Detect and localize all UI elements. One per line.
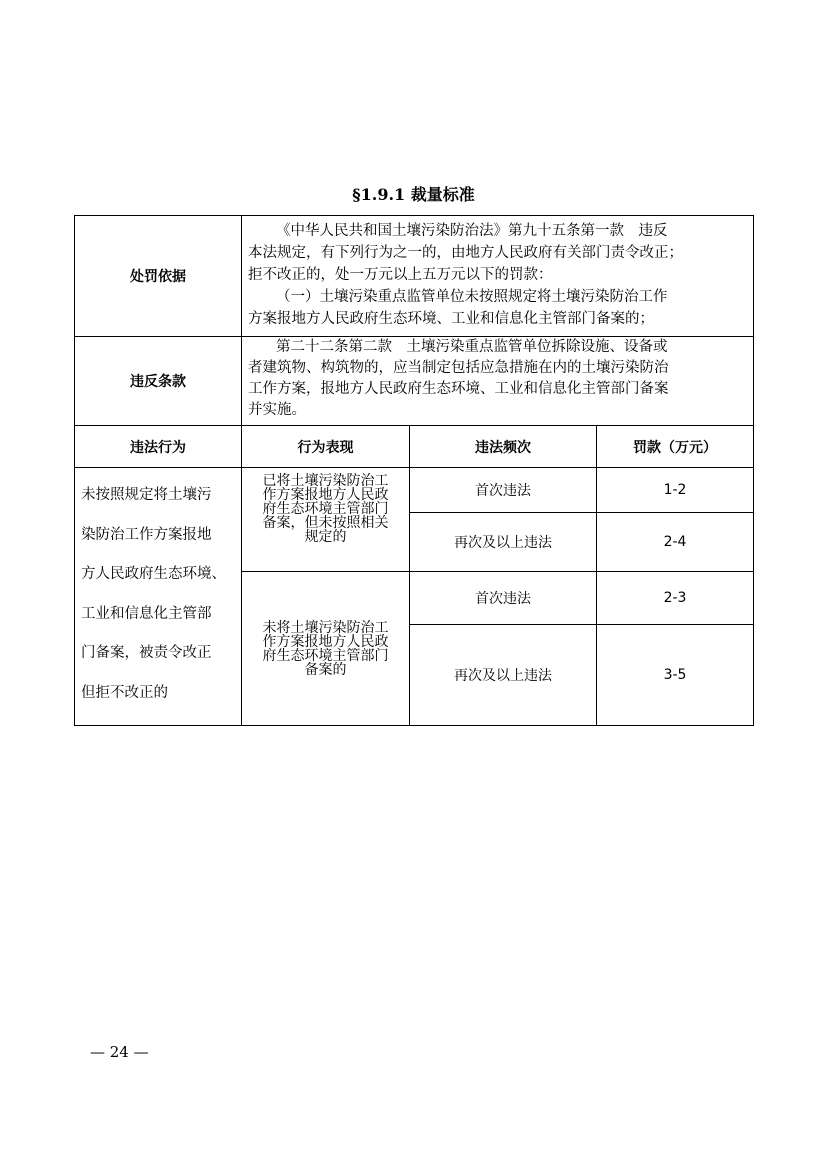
violated-line: 工作方案，报地方人民政府生态环境、工业和信息化主管部门备案 (248, 381, 669, 397)
basis-line: （一）土壤污染重点监管单位未按照规定将土壤污染防治工作 (276, 289, 668, 305)
behavior-line: 未按照规定将土壤污 (81, 487, 212, 503)
behavior-line: 染防治工作方案报地 (81, 526, 212, 543)
manifest-line: 规定的 (304, 529, 347, 545)
frequency-cell: 再次及以上违法 (409, 624, 597, 726)
page-number: — 24 — (90, 1043, 149, 1061)
behavior-line: 工业和信息化主管部 (81, 605, 212, 622)
behavior-line: 但拒不改正的 (81, 684, 168, 701)
basis-line: 本法规定，有下列行为之一的，由地方人民政府有关部门责令改正； (248, 245, 683, 261)
manifest-line: 府生态环境主管部门 (262, 501, 389, 517)
fine-cell: 2-3 (596, 571, 754, 625)
header-frequency: 违法频次 (409, 425, 597, 468)
fine-cell: 2-4 (596, 512, 754, 572)
behavior-line: 方人民政府生态环境、 (81, 566, 226, 582)
basis-line: 拒不改正的，处一万元以上五万元以下的罚款： (248, 267, 553, 283)
manifest-cell (241, 571, 410, 726)
manifest-line: 府生态环境主管部门 (262, 647, 389, 664)
basis-line: 方案报地方人民政府生态环境、工业和信息化主管部门备案的； (248, 311, 654, 327)
violated-text (241, 336, 754, 426)
manifest-line: 作方案报地方人民政 (262, 633, 389, 650)
basis-line: 《中华人民共和国土壤污染防治法》第九十五条第一款 违反 (276, 223, 668, 239)
manifest-line: 已将土壤污染防治工 (262, 473, 389, 489)
manifest-line: 未将土壤污染防治工 (262, 619, 389, 636)
manifest-line: 备案，但未按照相关 (262, 515, 389, 531)
violated-line: 并实施。 (248, 402, 306, 418)
behavior-cell (74, 467, 242, 726)
violated-line: 者建筑物、构筑物的，应当制定包括应急措施在内的土壤污染防治 (248, 360, 669, 376)
header-manifest: 行为表现 (241, 425, 410, 468)
violated-line: 第二十二条第二款 土壤污染重点监管单位拆除设施、设备或 (276, 339, 668, 355)
fine-cell: 3-5 (596, 624, 754, 726)
header-behavior: 违法行为 (74, 425, 242, 468)
manifest-cell (241, 467, 410, 572)
basis-text (241, 215, 754, 337)
frequency-cell: 首次违法 (409, 467, 597, 513)
behavior-line: 门备案，被责令改正 (81, 645, 212, 661)
basis-label: 处罚依据 (74, 215, 242, 337)
frequency-cell: 首次违法 (409, 571, 597, 625)
section-title: §1.9.1 裁量标准 (352, 185, 475, 204)
frequency-cell: 再次及以上违法 (409, 512, 597, 572)
header-fine: 罚款（万元） (596, 425, 754, 468)
fine-cell: 1-2 (596, 467, 754, 513)
violated-label: 违反条款 (74, 336, 242, 426)
manifest-line: 备案的 (304, 661, 347, 678)
manifest-line: 作方案报地方人民政 (262, 487, 389, 503)
